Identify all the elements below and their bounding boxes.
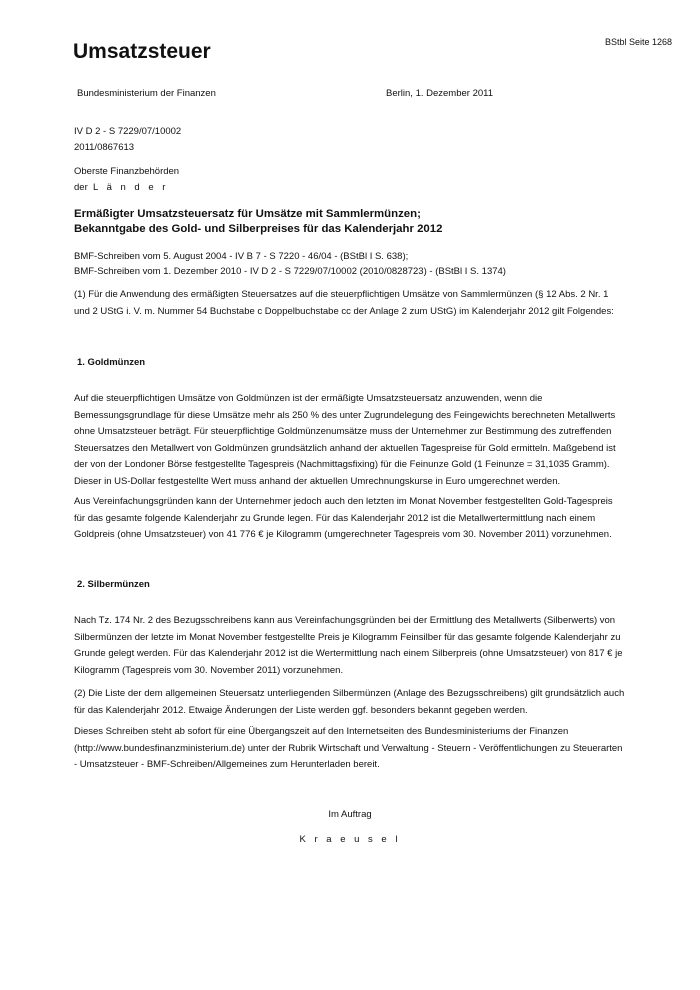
reference-numbers (74, 124, 181, 156)
subject-line: Bekanntgabe des Gold- und Silberpreises für das Kalenderjahr 2012 (74, 223, 443, 235)
reference-line: IV D 2 - S 7229/07/10002 (74, 126, 182, 137)
sender: Bundesministerium der Finanzen (77, 88, 216, 99)
related-letter: BMF-Schreiben vom 5. August 2004 - IV B 7 - S 7220 - 46/04 - (BStBl I S. 638); (74, 251, 409, 262)
recipient-prefix: der (74, 182, 88, 193)
page-reference: BStbl Seite 1268 (604, 37, 672, 47)
subject-line: Ermäßigter Umsatzsteuersatz für Umsätze mit Sammlermünzen; (74, 208, 421, 220)
reference-line: 2011/0867613 (74, 142, 135, 153)
document-title: Umsatzsteuer (73, 40, 211, 63)
related-letters (74, 249, 506, 279)
subject (74, 207, 442, 237)
place-date: Berlin, 1. Dezember 2011 (386, 88, 494, 99)
gold-paragraph-2: Aus Vereinfachungsgründen kann der Unternehmer jedoch auch den letzten im Monat November festgestellten Gold-Tagespreis für das gesamte folgende Kalenderjahr zu Grunde legen. Für das Kalenderjahr 2012 ist die Metallwertermittlung nach einem Goldpreis (ohne Umsatzsteuer) von 41 776 € je Kilogramm (umgerechneter Tagespreis vom 30. November 2011) vorzunehmen. (74, 496, 613, 540)
recipients (74, 164, 179, 196)
recipient-spaced: L ä n d e r (93, 182, 169, 193)
recipient-line (74, 180, 179, 196)
paragraph-2: (2) Die Liste der dem allgemeinen Steuersatz unterliegenden Silbermünzen (Anlage des Bezugsschreibens) gilt grundsätzlich auch für das Kalenderjahr 2012. Etwaige Änderungen der Liste werden ggf. besonders bekannt gegeben werden. (74, 688, 625, 716)
paragraph-1: (1) Für die Anwendung des ermäßigten Steuersatzes auf die steuerpflichtigen Umsätze von Sammlermünzen (§ 12 Abs. 2 Nr. 1 und 2 UStG i. V. m. Nummer 54 Buchstabe c Doppelbuchstabe cc der Anlage 2 zum UStG) im Kalenderjahr 2012 gilt Folgendes: (74, 289, 614, 317)
by-order: Im Auftrag (328, 809, 372, 820)
gold-paragraph-1: Auf die steuerpflichtigen Umsätze von Goldmünzen ist der ermäßigte Umsatzsteuersatz anzuwenden, wenn die Bemessungsgrundlage für diese Umsätze mehr als 250 % des unter Zugrundelegung des Feingewichts berechneten Metallwerts ohne Umsatzsteuer beträgt. Für steuerpflichtige Goldmünzenumsätze muss der Unternehmer zur Bestimmung des zutreffenden Steuersatzes den Metallwert von Goldmünzen grundsätzlich anhand der aktuellen Tagespreise für Gold ermitteln. Maßgebend ist der von der Londoner Börse festgestellte Tagespreis (Nachmittagsfixing) für die Feinunze Gold (1 Feinunze = 31,1035 Gramm). Dieser in US-Dollar festgestellte Wert muss anhand der aktuellen Umrechnungskurse in Euro umgerechnet werden. (74, 393, 616, 487)
section-heading-silver: 2. Silbermünzen (77, 579, 150, 590)
recipient-line: Oberste Finanzbehörden (74, 166, 180, 177)
paragraph-3: Dieses Schreiben steht ab sofort für eine Übergangszeit auf den Internetseiten des Bundesministeriums der Finanzen (http://www.bundesfinanzministerium.de) unter der Rubrik Wirtschaft und Verwaltung - Steuern - Veröffentlichungen zu Steuerarten - Umsatzsteuer - BMF-Schreiben/Allgemeines zum Herunterladen bereit. (74, 726, 623, 770)
signer-name: K r a e u s e l (299, 834, 401, 845)
related-letter: BMF-Schreiben vom 1. Dezember 2010 - IV D 2 - S 7229/07/10002 (2010/0828723) - (BStBl I S. 1374) (74, 266, 506, 277)
section-heading-gold: 1. Goldmünzen (77, 357, 146, 368)
silver-paragraph-1: Nach Tz. 174 Nr. 2 des Bezugsschreibens kann aus Vereinfachungsgründen bei der Ermittlung des Metallwerts (Silberwerts) von Silbermünzen der letzte im Monat November festgestellte Preis je Kilogramm Feinsilber für das gesamte folgende Kalenderjahr zu Grunde gelegt werden. Für das Kalenderjahr 2012 ist die Wertermittlung nach einem Silberpreis (ohne Umsatzsteuer) von 817 € je Kilogramm (Tagespreis vom 30. November 2011) vorzunehmen. (74, 615, 623, 676)
